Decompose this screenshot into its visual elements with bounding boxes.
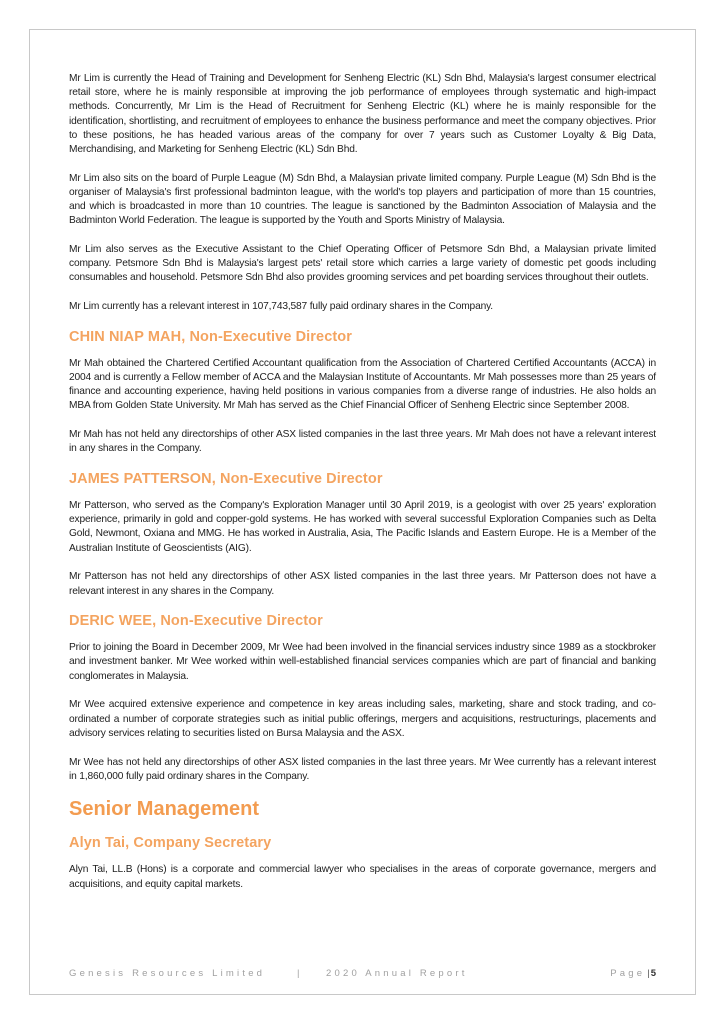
- footer-report: 2020 Annual Report: [326, 968, 468, 979]
- wee-paragraph-1: Prior to joining the Board in December 2009, Mr Wee had been involved in the financial services industry since 1989 as a stockbroker and investment banker. Mr Wee worked within well-established financial services companies which are part of financial and banking conglomerates in Malaysia.: [69, 642, 656, 682]
- lim-paragraph-3: Mr Lim also serves as the Executive Assistant to the Chief Operating Officer of Petsmore Sdn Bhd, a Malaysian private limited company. Petsmore Sdn Bhd is Malaysia's largest pets' retail store which carries a large variety of domestic pet goods including consumables and household. Petsmore Sdn Bhd also provides grooming services and pet boarding services throughout their outlets.: [69, 244, 656, 284]
- footer-page: [610, 968, 656, 979]
- lim-paragraph-2: Mr Lim also sits on the board of Purple League (M) Sdn Bhd, a Malaysian private limited company. Purple League (M) Sdn Bhd is the organiser of Malaysia's first professional badminton league, with the world's top players and participation of more than 15 countries, and which is broadcasted in more than 10 countries. The league is sanctioned by the Badminton Association of Malaysia and the Badminton World Federation. The league is supported by the Youth and Sports Ministry of Malaysia.: [69, 172, 656, 227]
- wee-heading: DERIC WEE, Non-Executive Director: [69, 613, 323, 630]
- wee-paragraph-2: Mr Wee acquired extensive experience and competence in key areas including sales, marketing, share and stock trading, and co-ordinated a number of corporate strategies such as initial public offerings, mergers and acquisitions, restructurings, placements and advisory services relating to securities listed on Bursa Malaysia and the ASX.: [69, 699, 656, 739]
- tai-heading: Alyn Tai, Company Secretary: [69, 835, 272, 852]
- senior-management-heading: Senior Management: [69, 798, 260, 821]
- patterson-heading: JAMES PATTERSON, Non-Executive Director: [69, 471, 383, 488]
- footer-page-label: Page: [610, 968, 646, 979]
- lim-paragraph-4: Mr Lim currently has a relevant interest in 107,743,587 fully paid ordinary shares in the Company.: [69, 301, 493, 313]
- patterson-paragraph-1: Mr Patterson, who served as the Company's Exploration Manager until 30 April 2019, is a geologist with over 25 years' exploration experience, primarily in gold and copper-gold systems. He has worked with several successful Exploration Companies such as Delta Gold, Newmont, Oxiana and MMG. He has worked in Australia, Asia, The Pacific Islands and Eastern Europe. He is a Member of the Australian Institute of Geoscientists (AIG).: [69, 500, 656, 554]
- mah-heading: CHIN NIAP MAH, Non-Executive Director: [69, 328, 353, 345]
- page-content: [69, 72, 656, 906]
- patterson-paragraph-2: Mr Patterson has not held any directorships of other ASX listed companies in the last three years. Mr Patterson does not have a relevant interest in any shares in the Company.: [69, 571, 656, 597]
- footer-separator: |: [297, 968, 300, 979]
- wee-paragraph-3: Mr Wee has not held any directorships of other ASX listed companies in the last three years. Mr Wee currently has a relevant interest in 1,860,000 fully paid ordinary shares in the Company.: [69, 756, 656, 782]
- footer-page-bar: |: [647, 968, 650, 979]
- mah-paragraph-2: Mr Mah has not held any directorships of other ASX listed companies in the last three years. Mr Mah does not have a relevant interest in any shares in the Company.: [69, 429, 656, 455]
- lim-paragraph-1: Mr Lim is currently the Head of Training and Development for Senheng Electric (KL) Sdn Bhd, Malaysia's largest consumer electrical retail store, where he is mainly responsible at improving the job performance of employees through systematic and high-impact methods. Concurrently, Mr Lim is the Head of Recruitment for Senheng Electric (KL) where he is mainly responsible for the identification, shortlisting, and recruitment of employees to enhance the business performance and meet the company objectives. Prior to these positions, he has headed various areas of the company for over 7 years such as Customer Loyalty & Big Data, Merchandising, and Marketing for Senheng Electric (KL) Sdn Bhd.: [69, 73, 656, 156]
- footer-page-number: 5: [650, 968, 656, 979]
- tai-paragraph-1: Alyn Tai, LL.B (Hons) is a corporate and commercial lawyer who specialises in the areas of corporate governance, mergers and acquisitions, and equity capital markets.: [69, 864, 656, 890]
- page-footer: [69, 968, 656, 982]
- footer-company: Genesis Resources Limited: [69, 968, 266, 979]
- mah-paragraph-1: Mr Mah obtained the Chartered Certified Accountant qualification from the Association of Chartered Certified Accountants (ACCA) in 2004 and is currently a Fellow member of ACCA and the Malaysian Institute of Accountants. Mr Mah possesses more than 25 years of finance and accounting experience, having held positions in various companies from a diverse range of industries. He also holds an MBA from Golden State University. Mr Mah has served as the Chief Financial Officer of Senheng Electric since September 2008.: [69, 357, 656, 412]
